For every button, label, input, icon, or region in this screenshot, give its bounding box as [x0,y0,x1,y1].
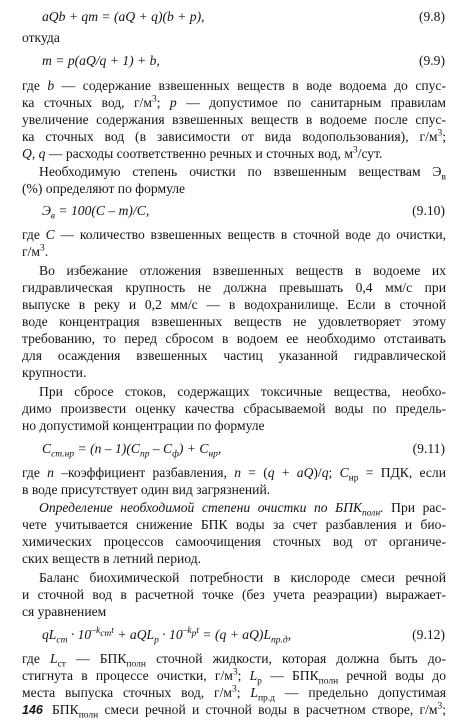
equation-line [42,626,466,646]
equation-number: (9.11) [412,441,445,456]
equation-number: (9.12) [412,627,445,642]
text-line: чете учитывается снижение БПК воды за счет разбавления и био- [22,517,446,532]
equation-formula: m = p(aQ/q + 1) + b, [42,53,160,68]
text-line: Q, q — расходы соответственно речных и сточных вод, $м^3$/сут. [22,145,383,161]
text-line: стигнута в процессе очистки, $г/м^3$; $L_р$ — $БПК_{полн}$ речной воды до [22,667,446,687]
text-line: Баланс биохимической потребности в кислороде смеси речной [39,570,446,585]
text-line: где b — содержание взвешенных веществ в воде водоема до спус- [22,78,446,93]
equation-line [42,440,466,460]
text-line: ка сточных вод, $г/м^3$; p — допустимое по санитарным правилам [22,94,446,110]
text-line: химических процессов самоочищения сточных вод от органиче- [22,534,446,549]
text-line: где n –коэффициент разбавления, n = (q + aQ)/q; $C_{нр}$ = ПДК, если [22,465,446,484]
text-line: но допустимой концентрации по формуле [22,418,265,433]
equation-formula: $qL_{ст} \cdot 10^{-k_{ст}t} + aQL_р \cdot 10^{-k_рt} = (q + aQ)L_{пр.д}$, [42,626,292,646]
text-line: откуда [22,30,60,45]
text-line: При сбросе стоков, содержащих токсичные вещества, необхо- [39,384,446,399]
equation-number: (9.10) [412,203,445,218]
equation-number: (9.8) [418,9,445,24]
text-line: гидравлическая крупность не должна превышать 0,4 мм/с при [22,280,446,295]
text-line: места выпуска сточных вод, $г/м^3$; $L_{пр.д}$ — предельно допустимая [22,684,446,704]
text-line: (%) определяют по формуле [22,181,186,196]
text-line: ся уравнением [22,604,107,619]
equation-line [42,52,466,69]
equation-number: (9.9) [418,53,445,68]
text-line: где $L_{ст}$ — $БПК_{полн}$ сточной жидкости, которая должна быть до- [22,651,446,670]
text-line: в воде присутствует один вид загрязнений. [22,482,271,497]
text-line: где C — количество взвешенных веществ в сточной воде до очистки, [22,227,447,242]
page-number: 146 [22,703,43,717]
text-line: ских веществ в летний период. [22,551,202,566]
equation-line [42,8,466,25]
text-line: Определение необходимой степени очистки по $БПК_{полн}$. При рас- [39,500,446,519]
text-line: $г/м^3$. [22,243,49,259]
equation-line [42,202,466,222]
text-line: увеличение содержания взвешенных веществ в водоеме после спус- [22,112,446,127]
text-line: крупности. [22,365,87,380]
text-line: и сточной вод в расчетной точке (без учета реаэрации) выражает- [22,587,446,602]
text-line: ка сточных вод (в зависимости от вида водопользования), $г/м^3$; [22,128,446,144]
text-line: требованию, то перед сбросом в водоем ее необходимо отстаивать [22,331,446,346]
equation-formula: aQb + qm = (aQ + q)(b + p), [42,9,205,24]
text-line: воде концентрация взвешенных веществ не удовлетворяет этому [22,314,446,329]
equation-formula: $Э_в = 100(C - m)/C$, [42,203,150,222]
text-line: выпуске в реку и 0,2 мм/с — в водохранилище. Если в сточной [22,297,446,312]
equation-formula: $C_{ст.нр} = (n - 1)(C_{пр} - C_ф) + C_{нр}$, [42,441,222,460]
text-line: Во избежание отложения взвешенных веществ в водоеме их [39,263,446,278]
text-line: Необходимую степень очистки по взвешенным веществам $Э_в$ [39,164,446,183]
text-line: димо произвести оценку качества сбрасываемой воды по предель- [22,401,446,416]
text-line: для осаждения взвешенных частиц указанной гидравлической [22,348,446,363]
text-line: $БПК_{полн}$ смеси речной и сточной воды в расчетном створе, $г/м^3$; [52,701,446,721]
